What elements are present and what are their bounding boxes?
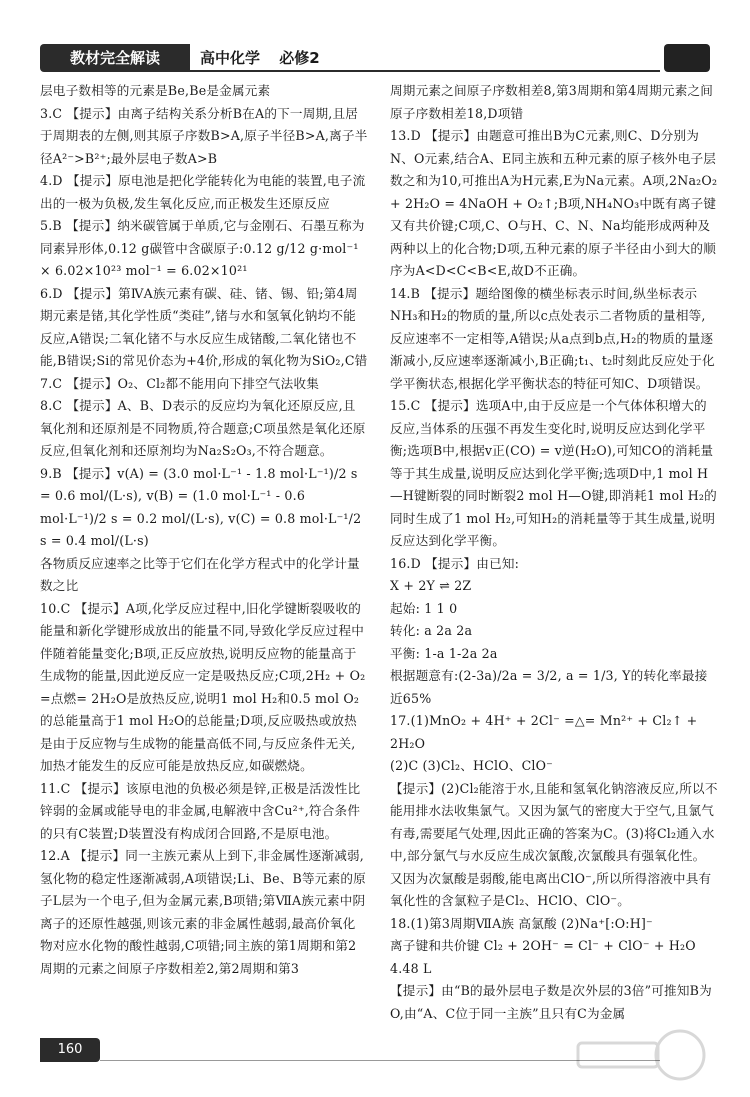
left-para: 4.D 【提示】原电池是把化学能转化为电能的装置,电子流出的一极为负极,发生氧化反应,而正极发生还原反应: [40, 173, 366, 211]
right-para: 13.D 【提示】由题意可推出B为C元素,则C、D分别为N、O元素,结合A、E同主族和五种元素的原子核外电子层数之和为10,可推出A为H元素,E为Na元素。A项,2Na₂O₂ + 2H₂O = 4NaOH + O₂↑;B项,NH₄NO₃中既有离子键又有共价键;C项,C、O与H、C、N、Na均能形成两种及两种以上的化合物;D项,五种元素的原子半径由小到大的顺序为A<D<C<B<E,故D不正确。: [390, 128, 718, 278]
series-title: 教材完全解读: [40, 44, 190, 72]
page-number: 160: [40, 1038, 100, 1062]
left-para: 12.A 【提示】同一主族元素从上到下,非金属性逐渐减弱,氢化物的稳定性逐渐减弱,A项错误;Li、Be、B等元素的原子L层为一个电子,但为金属元素,B项错;第ⅦA族元素中阴离子的还原性越强,则该元素的非金属性越弱,最高价氧化物对应水化物的酸性越弱,C项错;同主族的第1周期和第2周期的元素之间原子序数相差2,第2周期和第3: [40, 848, 366, 976]
right-column: [390, 80, 718, 1025]
page-header: [40, 44, 710, 72]
left-para: 9.B 【提示】v(A) = (3.0 mol·L⁻¹ - 1.8 mol·L⁻¹)/2 s = 0.6 mol/(L·s), v(B) = (1.0 mol·L⁻¹ - 0.6 mol·L⁻¹)/2 s = 0.2 mol/(L·s), v(C) = 0.8 mol·L⁻¹/2 s = 0.4 mol/(L·s): [40, 465, 362, 548]
watermark-icon: [570, 1025, 710, 1085]
subject-title: [200, 44, 334, 72]
left-para: 11.C 【提示】该原电池的负极必须是锌,正极是活泼性比锌弱的金属或能导电的非金属,电解液中含Cu²⁺,符合条件的只有C装置;D装置没有构成闭合回路,不是原电池。: [40, 780, 361, 841]
right-para: 14.B 【提示】题给图像的横坐标表示时间,纵坐标表示NH₃和H₂的物质的量,所以c点处表示二者物质的量相等,反应速率不一定相等,A错误;从a点到b点,H₂的物质的量逐渐减小,反应速率逐渐减小,B正确;t₁、t₂时刻此反应处于化学平衡状态,根据化学平衡状态的特征可知C、D项错误。: [390, 285, 715, 391]
publisher-logo-icon: [664, 44, 710, 72]
right-para: X + 2Y ⇌ 2Z: [390, 578, 472, 593]
left-para: 6.D 【提示】第ⅣA族元素有碳、硅、锗、锡、铅;第4周期元素是锗,其化学性质“类硅”,锗与水和氢氧化钠均不能反应,A错误;二氧化锗不与水反应生成锗酸,二氧化锗也不能,B错误;Si的常见价态为+4价,形成的氧化物为SiO₂,C错: [40, 285, 368, 368]
right-para: (2)C (3)Cl₂、HClO、ClO⁻: [390, 758, 554, 773]
left-para: 各物质反应速率之比等于它们在化学方程式中的化学计量数之比: [40, 555, 360, 593]
book-label: 必修2: [279, 49, 320, 67]
right-para: 15.C 【提示】选项A中,由于反应是一个气体体积增大的反应,当体系的压强不再发生变化时,说明反应达到化学平衡;选项B中,根据v正(CO) = v逆(H₂O),可知CO的消耗量等于其生成量,说明反应达到化学平衡;选项D中,1 mol H—H键断裂的同时断裂2 mol H—O键,即消耗1 mol H₂的同时生成了1 mol H₂,可知H₂的消耗量等于其生成量,说明反应达到化学平衡。: [390, 398, 717, 548]
right-para: 转化: a 2a 2a: [390, 623, 473, 638]
right-para: 平衡: 1-a 1-2a 2a: [390, 645, 498, 661]
right-para: 周期元素之间原子序数相差8,第3周期和第4周期元素之间原子序数相差18,D项错: [390, 83, 714, 121]
left-para: 7.C 【提示】O₂、Cl₂都不能用向下排空气法收集: [40, 375, 320, 391]
left-para: 8.C 【提示】A、B、D表示的反应均为氧化还原反应,且氧化剂和还原剂是不同物质,符合题意;C项虽然是氧化还原反应,但氧化剂和还原剂均为Na₂S₂O₃,不符合题意。: [40, 398, 366, 458]
left-column: [40, 80, 368, 980]
right-para: 离子键和共价键 Cl₂ + 2OH⁻ = Cl⁻ + ClO⁻ + H₂O 4.48 L: [390, 938, 696, 976]
right-para: 17.(1)MnO₂ + 4H⁺ + 2Cl⁻ =△= Mn²⁺ + Cl₂↑ + 2H₂O: [390, 713, 698, 751]
right-para: 18.(1)第3周期ⅦA族 高氯酸 (2)Na⁺[:O:H]⁻: [390, 915, 653, 931]
subject-label: 高中化学: [200, 49, 261, 67]
left-para: 3.C 【提示】由离子结构关系分析B在A的下一周期,且居于周期表的左侧,则其原子序数B>A,原子半径B>A,离子半径A²⁻>B²⁺;最外层电子数A>B: [40, 105, 368, 166]
left-para: 5.B 【提示】纳米碳管属于单质,它与金刚石、石墨互称为同素异形体,0.12 g碳管中含碳原子:0.12 g/12 g·mol⁻¹ × 6.02×10²³ mol⁻¹ = 6.02×10²¹: [40, 218, 365, 278]
right-para: 【提示】由“B的最外层电子数是次外层的3倍”可推知B为O,由“A、C位于同一主族”且只有C为金属: [390, 983, 712, 1021]
left-para: 层电子数相等的元素是Be,Be是金属元素: [40, 83, 271, 98]
header-rule: [190, 70, 660, 72]
right-para: 16.D 【提示】由已知:: [390, 555, 520, 571]
left-para: 10.C 【提示】A项,化学反应过程中,旧化学键断裂吸收的能量和新化学键形成放出的能量不同,导致化学反应过程中伴随着能量变化;B项,正反应放热,说明反应物的能量高于生成物的能量,因此逆反应一定是吸热反应;C项,2H₂ + O₂ =点燃= 2H₂O是放热反应,说明1 mol H₂和0.5 mol O₂的总能量高于1 mol H₂O的总能量;D项,反应吸热或放热是由于反应物与生成物的能量高低不同,与反应条件无关,加热才能发生的反应可能是放热反应,如碳燃烧。: [40, 600, 366, 773]
right-para: 起始: 1 1 0: [390, 600, 458, 616]
answer-columns: [40, 80, 718, 1021]
right-para: 根据题意有:(2-3a)/2a = 3/2, a = 1/3, Y的转化率最接近65%: [390, 668, 708, 706]
right-para: 【提示】(2)Cl₂能溶于水,且能和氢氧化钠溶液反应,所以不能用排水法收集氯气。又因为氯气的密度大于空气,且氯气有毒,需要尾气处理,因此正确的答案为C。(3)将Cl₂通入水中,部分氯气与水反应生成次氯酸,次氯酸具有强氧化性。又因为次氯酸是弱酸,能电离出ClO⁻,所以所得溶液中具有氧化性的含氯粒子是Cl₂、HClO、ClO⁻。: [390, 780, 718, 908]
